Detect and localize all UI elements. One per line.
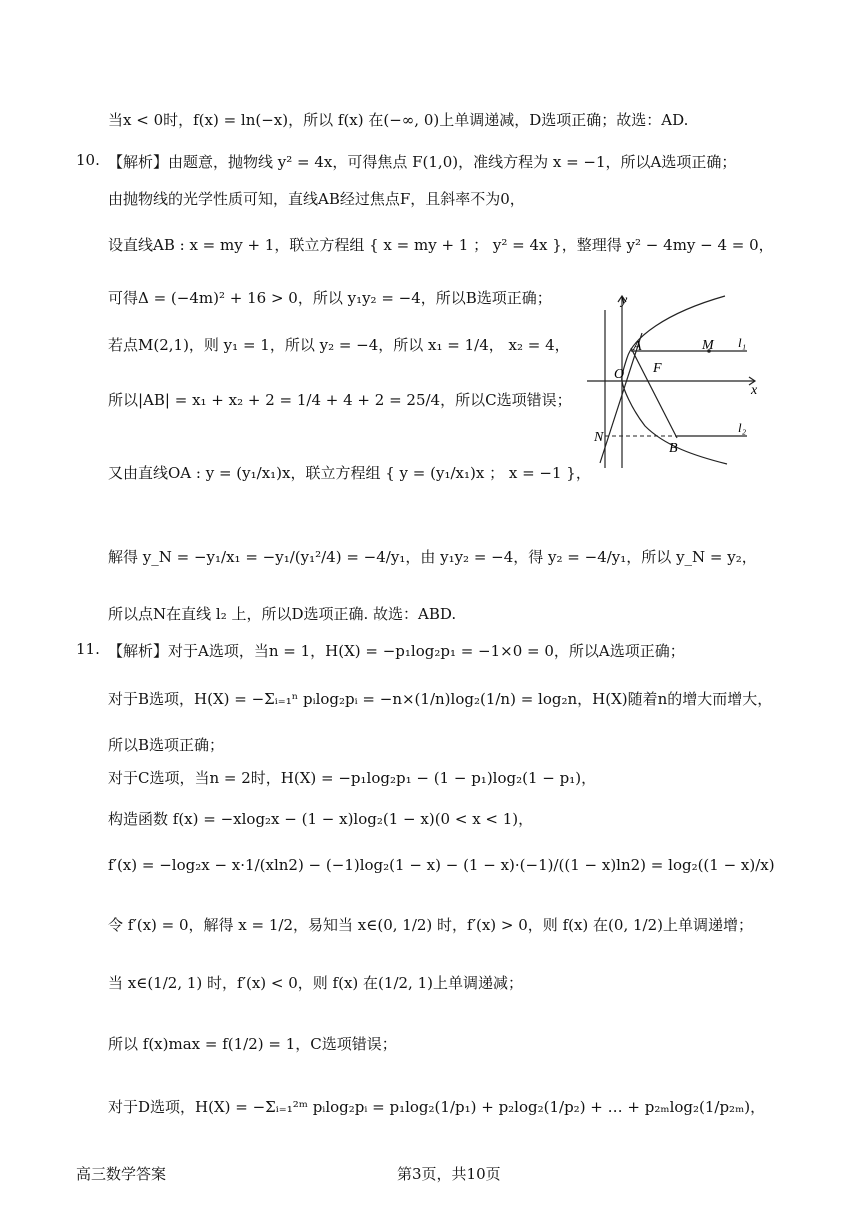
label-line-l2: l₂ bbox=[738, 420, 747, 435]
label-point-b: B bbox=[669, 441, 678, 456]
label-y-axis: y bbox=[621, 293, 628, 308]
text-line-15: 构造函数 f(x) = −xlog₂x − (1 − x)log₂(1 − x)(0 < x < 1)， bbox=[108, 810, 534, 828]
label-line-l1: l₁ bbox=[738, 335, 747, 350]
text-line-8: 又由直线OA : y = (y₁/x₁)x，联立方程组 { y = (y₁/x₁)x ； x = −1 }， bbox=[108, 464, 591, 482]
label-point-n: N bbox=[594, 430, 604, 445]
footer-left: 高三数学答案 bbox=[76, 1165, 167, 1183]
text-line-5: 可得Δ = (−4m)² + 16 > 0，所以 y₁y₂ = −4，所以B选项正确； bbox=[108, 289, 552, 307]
text-line-2: 【解析】由题意，抛物线 y² = 4x，可得焦点 F(1,0)，准线方程为 x = −1，所以A选项正确； bbox=[108, 153, 737, 171]
parabola-figure bbox=[585, 288, 765, 473]
label-point-f: F bbox=[653, 361, 662, 376]
text-line-6: 若点M(2,1)，则 y₁ = 1，所以 y₂ = −4，所以 x₁ = 1/4， x₂ = 4， bbox=[108, 336, 570, 354]
label-point-a: A bbox=[633, 339, 642, 354]
text-line-14: 对于C选项，当n = 2时，H(X) = −p₁log₂p₁ − (1 − p₁)log₂(1 − p₁)， bbox=[108, 769, 597, 787]
text-line-12: 对于B选项，H(X) = −Σᵢ₌₁ⁿ pᵢlog₂pᵢ = −n×(1/n)log₂(1/n) = log₂n，H(X)随着n的增大而增大， bbox=[108, 690, 773, 708]
text-line-19: 所以 f(x)max = f(1/2) = 1，C选项错误； bbox=[108, 1035, 397, 1053]
text-line-17: 令 f′(x) = 0，解得 x = 1/2，易知当 x∈(0, 1/2) 时，f′(x) > 0，则 f(x) 在(0, 1/2)上单调递增； bbox=[108, 916, 753, 934]
text-line-4: 设直线AB : x = my + 1，联立方程组 { x = my + 1 ； y² = 4x }，整理得 y² − 4my − 4 = 0， bbox=[108, 236, 774, 254]
text-line-11: 【解析】对于A选项，当n = 1，H(X) = −p₁log₂p₁ = −1×0 = 0，所以A选项正确； bbox=[108, 642, 685, 660]
label-x-axis: x bbox=[751, 383, 758, 398]
label-point-m: M bbox=[702, 338, 714, 353]
text-line-16: f′(x) = −log₂x − x·1/(xln2) − (−1)log₂(1 − x) − (1 − x)·(−1)/((1 − x)ln2) = log₂((1 − x)/x) bbox=[108, 856, 775, 874]
label-origin: O bbox=[614, 367, 625, 382]
text-line-3: 由抛物线的光学性质可知，直线AB经过焦点F，且斜率不为0， bbox=[108, 190, 525, 208]
text-line-10: 所以点N在直线 l₂ 上，所以D选项正确. 故选：ABD. bbox=[108, 605, 457, 623]
text-line-9: 解得 y_N = −y₁/x₁ = −y₁/(y₁²/4) = −4/y₁，由 y₁y₂ = −4，得 y₂ = −4/y₁，所以 y_N = y₂， bbox=[108, 548, 757, 566]
text-line-1: 当x < 0时，f(x) = ln(−x)，所以 f(x) 在(−∞, 0)上单调递减，D选项正确；故选：AD. bbox=[108, 111, 689, 129]
text-line-20: 对于D选项，H(X) = −Σᵢ₌₁²ᵐ pᵢlog₂pᵢ = p₁log₂(1/p₁) + p₂log₂(1/p₂) + … + p₂ₘlog₂(1/p₂ₘ)， bbox=[108, 1098, 766, 1116]
text-line-7: 所以|AB| = x₁ + x₂ + 2 = 1/4 + 4 + 2 = 25/4，所以C选项错误； bbox=[108, 391, 572, 409]
text-line-13: 所以B选项正确； bbox=[108, 736, 225, 754]
problem-number-10: 10. bbox=[76, 151, 100, 169]
parabola-curve bbox=[622, 296, 727, 464]
footer-page-number: 第3页，共10页 bbox=[397, 1165, 501, 1183]
problem-number-11: 11. bbox=[76, 640, 100, 658]
text-line-18: 当 x∈(1/2, 1) 时，f′(x) < 0，则 f(x) 在(1/2, 1)上单调递减； bbox=[108, 974, 523, 992]
